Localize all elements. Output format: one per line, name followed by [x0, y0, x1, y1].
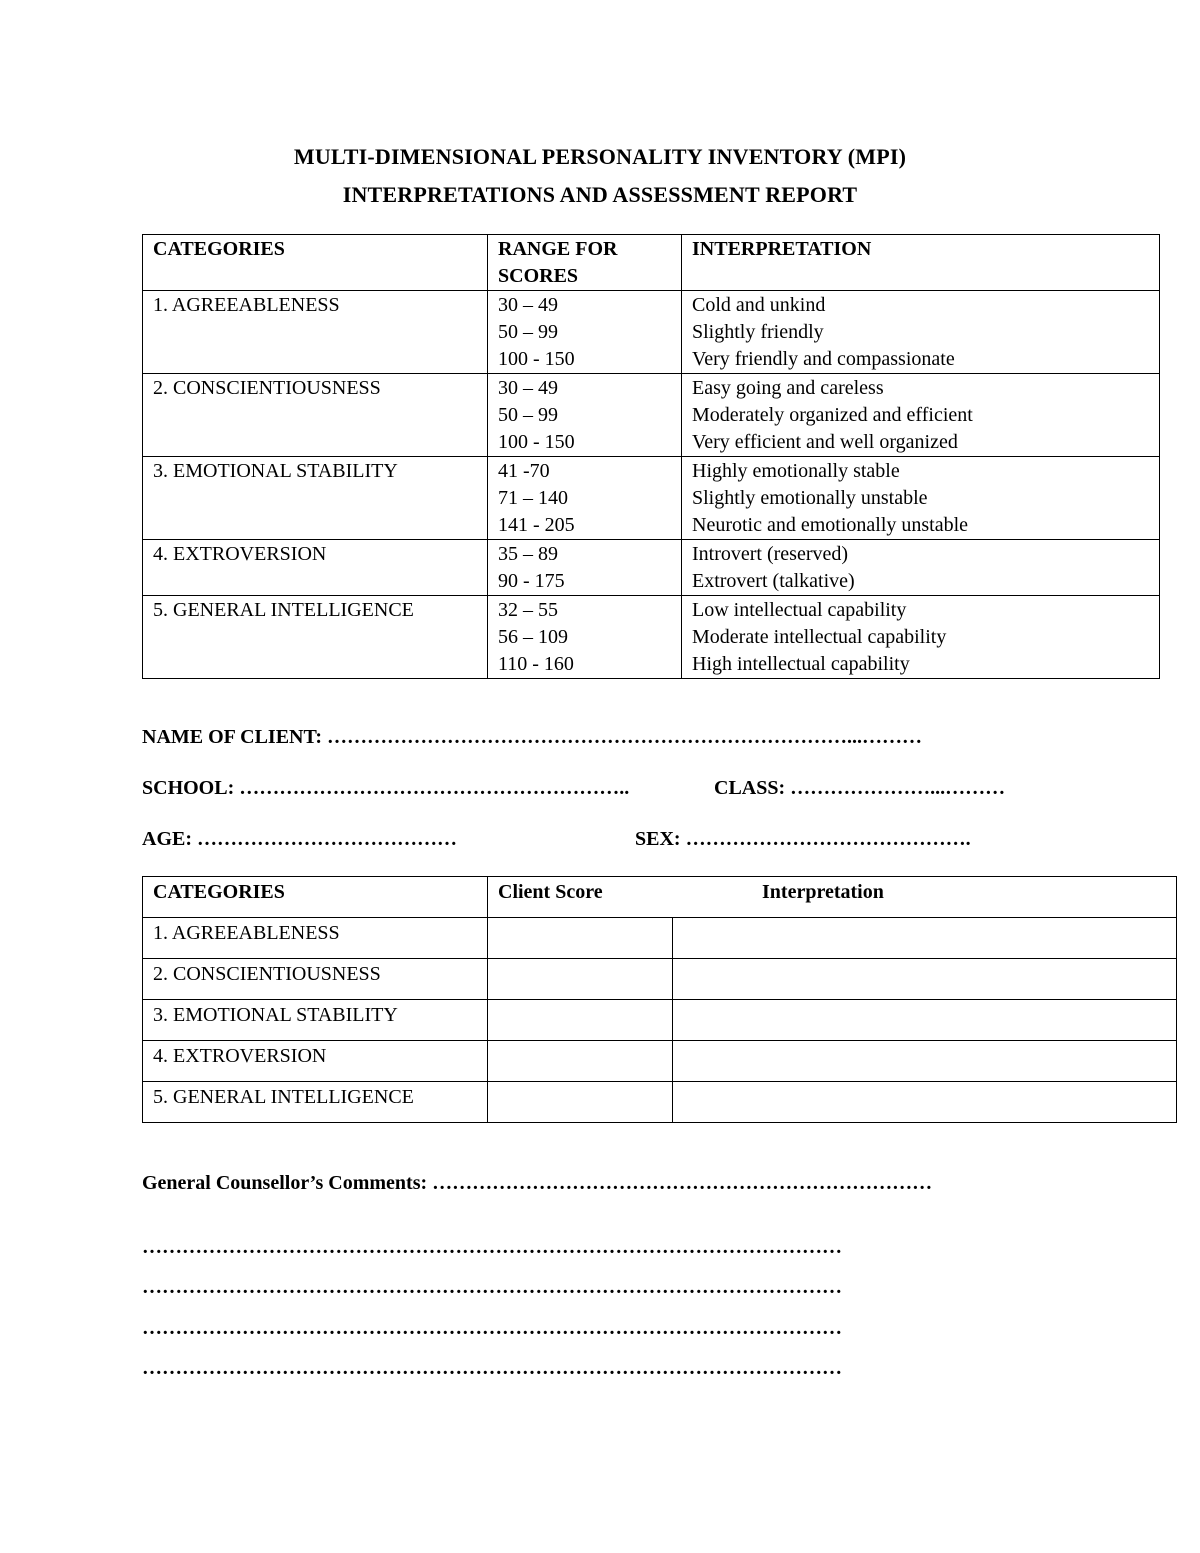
class-field[interactable] — [714, 777, 1005, 800]
table-row — [143, 540, 1160, 596]
sex-blank[interactable]: ……………………………………. — [685, 828, 971, 850]
header-range: RANGE FOR SCORES — [488, 235, 682, 291]
range-cell: 30 – 49 50 – 99 100 - 150 — [488, 374, 682, 457]
name-of-client-field[interactable] — [142, 726, 922, 749]
client-interpretation-cell[interactable] — [673, 1041, 1177, 1082]
table-row — [143, 1082, 1177, 1123]
client-score-cell[interactable] — [488, 1000, 673, 1041]
age-label: AGE: — [142, 828, 192, 850]
client-table-header — [143, 877, 1177, 918]
client-interpretation-cell[interactable] — [673, 918, 1177, 959]
table-row — [143, 291, 1160, 374]
interpretation-cell: Highly emotionally stable Slightly emotionally unstable Neurotic and emotionally unstable — [682, 457, 1160, 540]
school-label: SCHOOL: — [142, 777, 235, 799]
header-categories: CATEGORIES — [143, 235, 488, 291]
table-row — [143, 596, 1160, 679]
client-score-cell[interactable] — [488, 1082, 673, 1123]
comment-line[interactable]: …………………………………………………………………………………………… — [142, 1357, 842, 1379]
category-cell: 3. EMOTIONAL STABILITY — [143, 1000, 488, 1041]
counsellor-comments-field[interactable] — [142, 1172, 932, 1195]
report-title-line1: MULTI-DIMENSIONAL PERSONALITY INVENTORY (MPI) — [293, 144, 907, 169]
range-cell: 41 -70 71 – 140 141 - 205 — [488, 457, 682, 540]
class-blank[interactable]: …………………...……… — [790, 777, 1006, 799]
client-interpretation-cell[interactable] — [673, 1082, 1177, 1123]
range-cell: 32 – 55 56 – 109 110 - 160 — [488, 596, 682, 679]
school-field[interactable] — [142, 777, 629, 800]
category-cell: 4. EXTROVERSION — [143, 1041, 488, 1082]
table-row — [143, 457, 1160, 540]
comment-line[interactable]: …………………………………………………………………………………………… — [142, 1236, 842, 1258]
category-cell: 3. EMOTIONAL STABILITY — [143, 457, 488, 540]
category-cell: 1. AGREEABLENESS — [143, 918, 488, 959]
interpretation-cell: Cold and unkind Slightly friendly Very friendly and compassionate — [682, 291, 1160, 374]
client-interpretation-cell[interactable] — [673, 959, 1177, 1000]
interpretation-cell: Introvert (reserved) Extrovert (talkative) — [682, 540, 1160, 596]
comment-line[interactable]: …………………………………………………………………………………………… — [142, 1317, 842, 1339]
reference-table-header — [143, 235, 1160, 291]
table-row — [143, 1000, 1177, 1041]
header-client-score: Client Score — [498, 881, 603, 903]
range-cell: 35 – 89 90 - 175 — [488, 540, 682, 596]
header-categories: CATEGORIES — [143, 877, 488, 918]
header-score-interpretation — [488, 877, 1177, 918]
client-score-table — [142, 876, 1177, 1123]
header-interpretation: Interpretation — [762, 881, 884, 903]
client-interpretation-cell[interactable] — [673, 1000, 1177, 1041]
category-cell: 4. EXTROVERSION — [143, 540, 488, 596]
client-score-cell[interactable] — [488, 918, 673, 959]
counsellor-comments-blank[interactable]: ………………………………………………………………… — [432, 1172, 933, 1194]
sex-field[interactable] — [635, 828, 971, 851]
report-title-line2: INTERPRETATIONS AND ASSESSMENT REPORT — [342, 182, 858, 207]
table-row — [143, 1041, 1177, 1082]
name-of-client-blank[interactable]: ……………………………………………………………………...……… — [327, 726, 922, 748]
counsellor-comments-label: General Counsellor’s Comments: — [142, 1172, 428, 1194]
client-score-cell[interactable] — [488, 1041, 673, 1082]
age-field[interactable] — [142, 828, 457, 851]
interpretation-cell: Easy going and careless Moderately organized and efficient Very efficient and well organized — [682, 374, 1160, 457]
category-cell: 2. CONSCIENTIOUSNESS — [143, 959, 488, 1000]
client-score-cell[interactable] — [488, 959, 673, 1000]
comment-line[interactable]: …………………………………………………………………………………………… — [142, 1276, 842, 1298]
table-row — [143, 918, 1177, 959]
interpretation-cell: Low intellectual capability Moderate intellectual capability High intellectual capability — [682, 596, 1160, 679]
table-row — [143, 959, 1177, 1000]
table-row — [143, 374, 1160, 457]
age-blank[interactable]: ………………………………… — [197, 828, 457, 850]
range-cell: 30 – 49 50 – 99 100 - 150 — [488, 291, 682, 374]
category-cell: 1. AGREEABLENESS — [143, 291, 488, 374]
category-cell: 2. CONSCIENTIOUSNESS — [143, 374, 488, 457]
class-label: CLASS: — [714, 777, 786, 799]
category-cell: 5. GENERAL INTELLIGENCE — [143, 596, 488, 679]
name-of-client-label: NAME OF CLIENT: — [142, 726, 322, 748]
category-cell: 5. GENERAL INTELLIGENCE — [143, 1082, 488, 1123]
school-blank[interactable]: ………………………………………………….. — [239, 777, 630, 799]
header-interpretation: INTERPRETATION — [682, 235, 1160, 291]
reference-table — [142, 234, 1160, 679]
sex-label: SEX: — [635, 828, 681, 850]
